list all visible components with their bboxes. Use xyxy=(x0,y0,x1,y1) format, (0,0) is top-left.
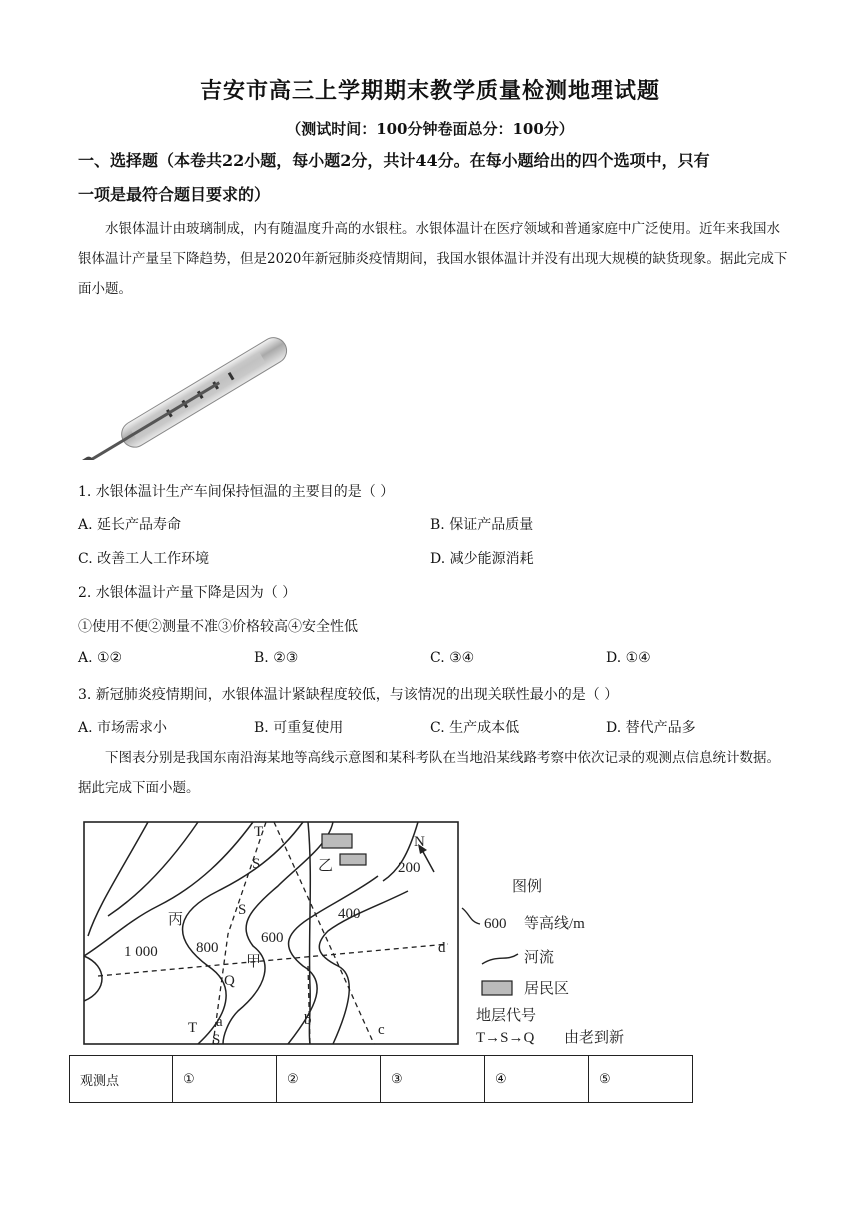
map-stratum-label: T xyxy=(188,1020,198,1036)
map-contour-label: 200 xyxy=(398,860,421,876)
legend-title: 图例 xyxy=(512,879,543,895)
river-line xyxy=(308,822,310,1044)
legend-strata-seq: T→S→Q xyxy=(476,1030,535,1046)
map-contour-label: 1 000 xyxy=(124,944,158,960)
legend-contour-icon xyxy=(462,908,480,924)
map-north-label: N xyxy=(414,834,425,850)
map-contour-label: 800 xyxy=(196,940,219,956)
q1-option-b[interactable]: B. 保证产品质量 xyxy=(430,517,534,533)
map-point-label: a xyxy=(216,1014,223,1030)
map-stratum-label: S xyxy=(238,902,247,918)
contour-lines xyxy=(84,822,418,1044)
legend-strata-note: 由老到新 xyxy=(564,1030,625,1046)
question-3-stem: 3. 新冠肺炎疫情期间，水银体温计紧缺程度较低，与该情况的出现关联性最小的是（ ） xyxy=(78,687,619,703)
legend-settlement-label: 居民区 xyxy=(524,981,570,997)
map-point-label: c xyxy=(378,1022,385,1038)
q3-option-c[interactable]: C. 生产成本低 xyxy=(430,720,520,736)
q3-option-d[interactable]: D. 替代产品多 xyxy=(606,720,696,736)
table-cell: ④ xyxy=(485,1056,589,1103)
thermometer-figure xyxy=(82,330,306,460)
legend-contour-value: 600 xyxy=(484,916,507,932)
table-cell: ① xyxy=(173,1056,277,1103)
table-cell: ③ xyxy=(381,1056,485,1103)
exam-title: 吉安市高三上学期期末教学质量检测地理试题 xyxy=(199,78,660,104)
map-point-label: d xyxy=(438,940,446,956)
legend-contour-label: 等高线/m xyxy=(524,916,585,932)
north-arrow-icon xyxy=(422,850,434,872)
q1-option-d[interactable]: D. 减少能源消耗 xyxy=(430,551,534,567)
table-row xyxy=(70,1056,693,1103)
contour-map-figure xyxy=(78,816,638,1048)
q2-option-a[interactable]: A. ①② xyxy=(78,650,123,666)
map-point-label: b xyxy=(304,1012,312,1028)
map-stratum-label: S xyxy=(212,1032,221,1048)
legend-settlement-icon xyxy=(482,981,512,995)
section-heading-line1: 一、选择题（本卷共22小题，每小题2分，共计44分。在每小题给出的四个选项中，只有 xyxy=(78,151,710,170)
exam-subtitle: （测试时间：100分钟卷面总分：100分） xyxy=(286,120,574,138)
map-place-label: 丙 xyxy=(168,912,184,928)
q1-option-a[interactable]: A. 延长产品寿命 xyxy=(78,517,182,533)
section-heading-line2: 一项是最符合题目要求的） xyxy=(78,185,271,204)
table-cell: ⑤ xyxy=(589,1056,693,1103)
question-2-stem: 2. 水银体温计产量下降是因为（ ） xyxy=(78,585,297,601)
map-place-label: 甲 xyxy=(246,954,262,970)
map-stratum-label: Q xyxy=(224,973,235,989)
q3-option-b[interactable]: B. 可重复使用 xyxy=(254,720,344,736)
question-1-stem: 1. 水银体温计生产车间保持恒温的主要目的是（ ） xyxy=(78,484,395,500)
question-2-choices-line: ①使用不便②测量不准③价格较高④安全性低 xyxy=(78,619,358,635)
table-header-cell: 观测点 xyxy=(70,1056,173,1103)
map-stratum-label: T xyxy=(254,824,264,840)
q3-option-a[interactable]: A. 市场需求小 xyxy=(78,720,168,736)
map-stratum-label: S xyxy=(252,856,261,872)
map-contour-label: 600 xyxy=(261,930,284,946)
map-contour-label: 400 xyxy=(338,906,361,922)
passage-thermometer: 水银体温计由玻璃制成，内有随温度升高的水银柱。水银体温计在医疗领域和普通家庭中广泛使用。近年来我国水银体温计产量呈下降趋势，但是2020年新冠肺炎疫情期间，我国水银体温计并没有出现大规模的缺货现象。据此完成下面小题。 xyxy=(78,221,788,297)
q2-option-d[interactable]: D. ①④ xyxy=(606,650,651,666)
observation-table xyxy=(69,1055,693,1103)
map-place-label: 乙 xyxy=(318,858,334,874)
passage-contour-map: 下图表分别是我国东南沿海某地等高线示意图和某科考队在当地沿某线路考察中依次记录的观测点信息统计数据。据此完成下面小题。 xyxy=(78,750,780,796)
q1-option-c[interactable]: C. 改善工人工作环境 xyxy=(78,551,210,567)
legend-river-icon xyxy=(482,954,518,964)
q2-option-c[interactable]: C. ③④ xyxy=(430,650,475,666)
legend-river-label: 河流 xyxy=(524,950,555,966)
legend-strata-title: 地层代号 xyxy=(476,1008,537,1024)
table-cell: ② xyxy=(277,1056,381,1103)
q2-option-b[interactable]: B. ②③ xyxy=(254,650,299,666)
